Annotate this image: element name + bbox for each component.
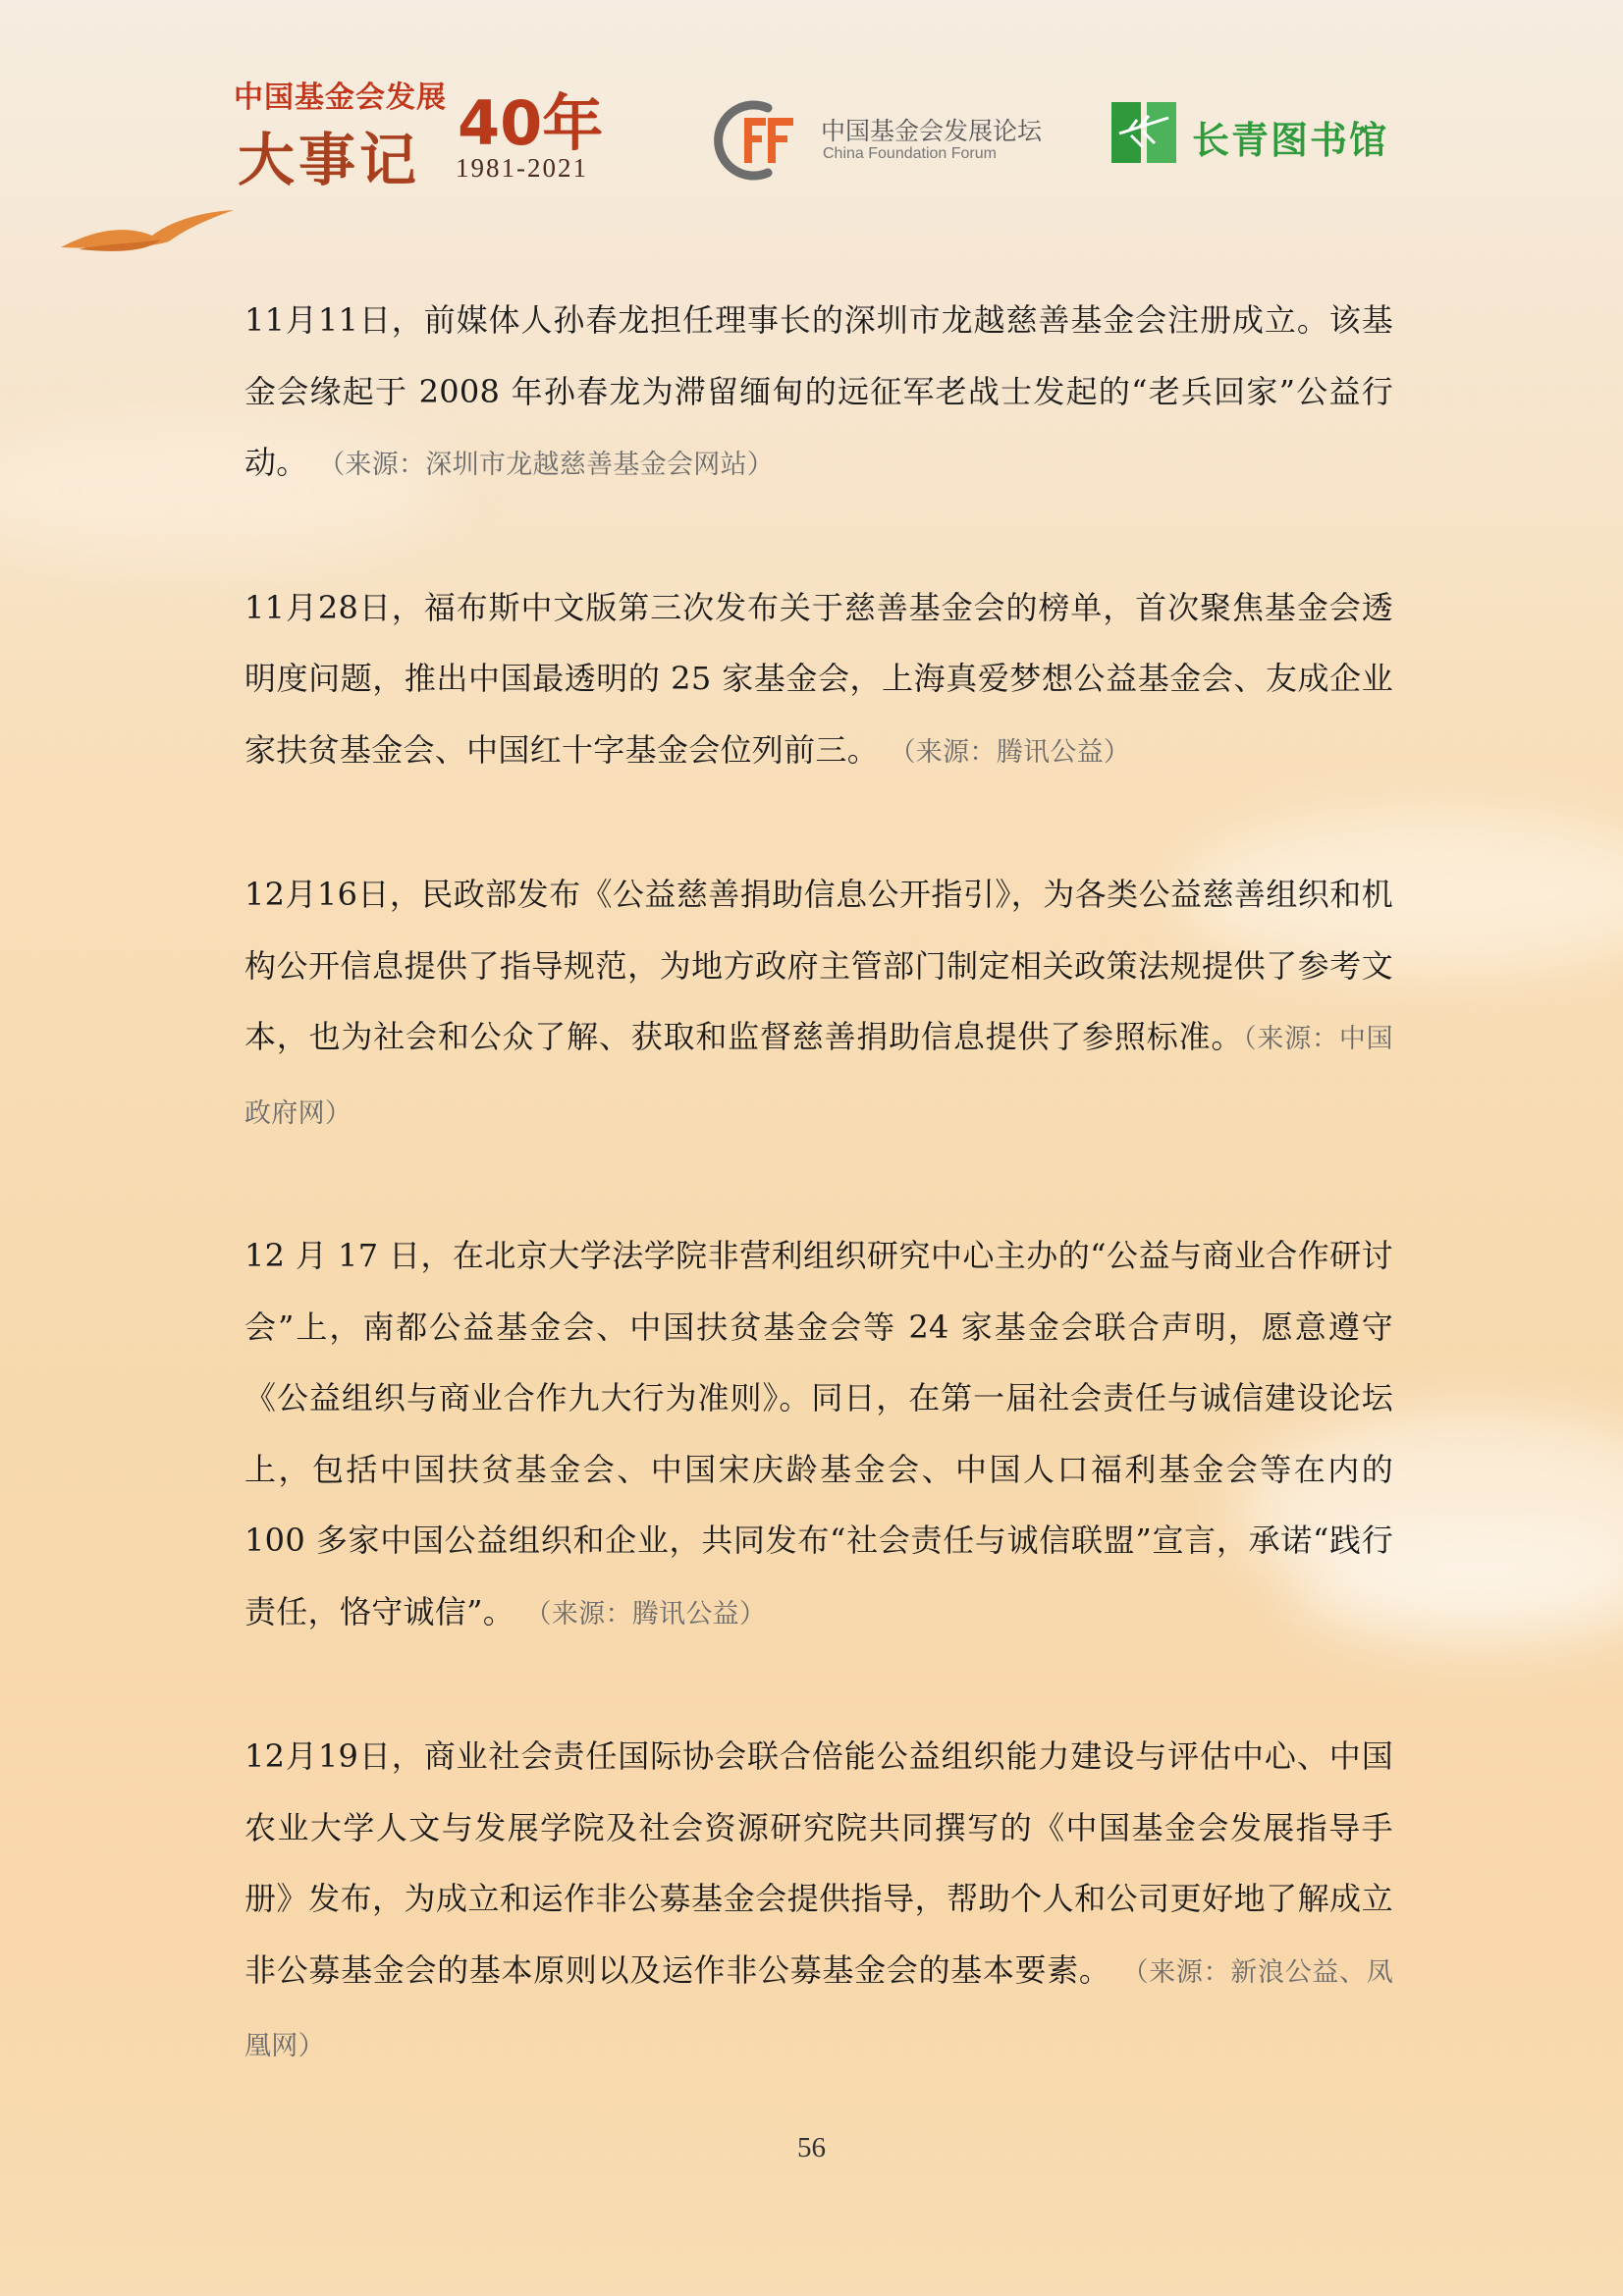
logo-subtitle: 中国基金会发展 — [234, 80, 447, 115]
chronicle-logo — [234, 73, 626, 193]
entry-source: （来源：新浪公益、凤凰网） — [244, 1956, 1394, 2061]
entry-item — [244, 572, 1393, 789]
forum-name-cn: 中国基金会发展论坛 — [821, 117, 1043, 145]
forum-name-en: China Foundation Forum — [823, 145, 997, 162]
entry-text: 12月16日，民政部发布《公益慈善捐助信息公开指引》，为各类公益慈善组织和机构公开信息提供了指导规范，为地方政府主管部门制定相关政策法规提供了参考文本，也为社会和公众了解、获取和监督慈善捐助信息提供了参照标准。 — [244, 876, 1393, 1055]
entry-text: 11月11日，前媒体人孙春龙担任理事长的深圳市龙越慈善基金会注册成立。该基金会缘起于 2008 年孙春龙为滞留缅甸的远征军老战士发起的“老兵回家”公益行动。 — [244, 301, 1393, 481]
bird-icon — [59, 206, 236, 255]
chronicle-entries — [244, 285, 1393, 2083]
logo-40-years: 40年 — [458, 87, 604, 159]
entry-item — [244, 859, 1393, 1149]
library-name: 长青图书馆 — [1192, 119, 1389, 162]
entry-text: 12 月 17 日，在北京大学法学院非营利组织研究中心主办的“公益与商业合作研讨会”上，南都公益基金会、中国扶贫基金会等 24 家基金会联合声明，愿意遵守《公益组织与商业合作九大行为准则》。同日，在第一届社会责任与诚信建设论坛上，包括中国扶贫基金会、中国宋庆龄基金会、中国人口福利基金会等在内的 100 多家中国公益组织和企业，共同发布“社会责任与诚信联盟”宣言，承诺“践行责任，恪守诚信”。 — [244, 1237, 1393, 1630]
logo-title: 大事记 — [238, 127, 421, 193]
logo-year-range: 1981-2021 — [456, 153, 588, 183]
entry-text: 11月28日，福布斯中文版第三次发布关于慈善基金会的榜单，首次聚焦基金会透明度问题，推出中国最透明的 25 家基金会，上海真爱梦想公益基金会、友成企业家扶贫基金会、中国红十字基金会位列前三。 — [244, 588, 1393, 769]
entry-source: （来源：腾讯公益） — [524, 1598, 767, 1629]
entry-source: （来源：中国政府网） — [244, 1024, 1393, 1129]
entry-text: 12月19日，商业社会责任国际协会联合倍能公益组织能力建设与评估中心、中国农业大学人文与发展学院及社会资源研究院共同撰写的《中国基金会发展指导手册》发布，为成立和运作非公募基金会提供指导，帮助个人和公司更好地了解成立非公募基金会的基本原则以及运作非公募基金会的基本要素。 — [244, 1737, 1393, 1989]
entry-item — [244, 1220, 1393, 1650]
book-leaf-icon — [1109, 98, 1180, 169]
forum-mark-icon — [707, 96, 805, 185]
page-header — [0, 0, 1623, 255]
forum-logo — [707, 96, 1080, 185]
entry-item — [244, 1721, 1393, 2083]
page-number: 56 — [797, 2132, 826, 2163]
entry-source: （来源：深圳市龙越慈善基金会网站） — [318, 450, 775, 480]
entry-source: （来源：腾讯公益） — [889, 736, 1131, 768]
entry-item — [244, 285, 1393, 502]
library-logo — [1109, 98, 1404, 177]
